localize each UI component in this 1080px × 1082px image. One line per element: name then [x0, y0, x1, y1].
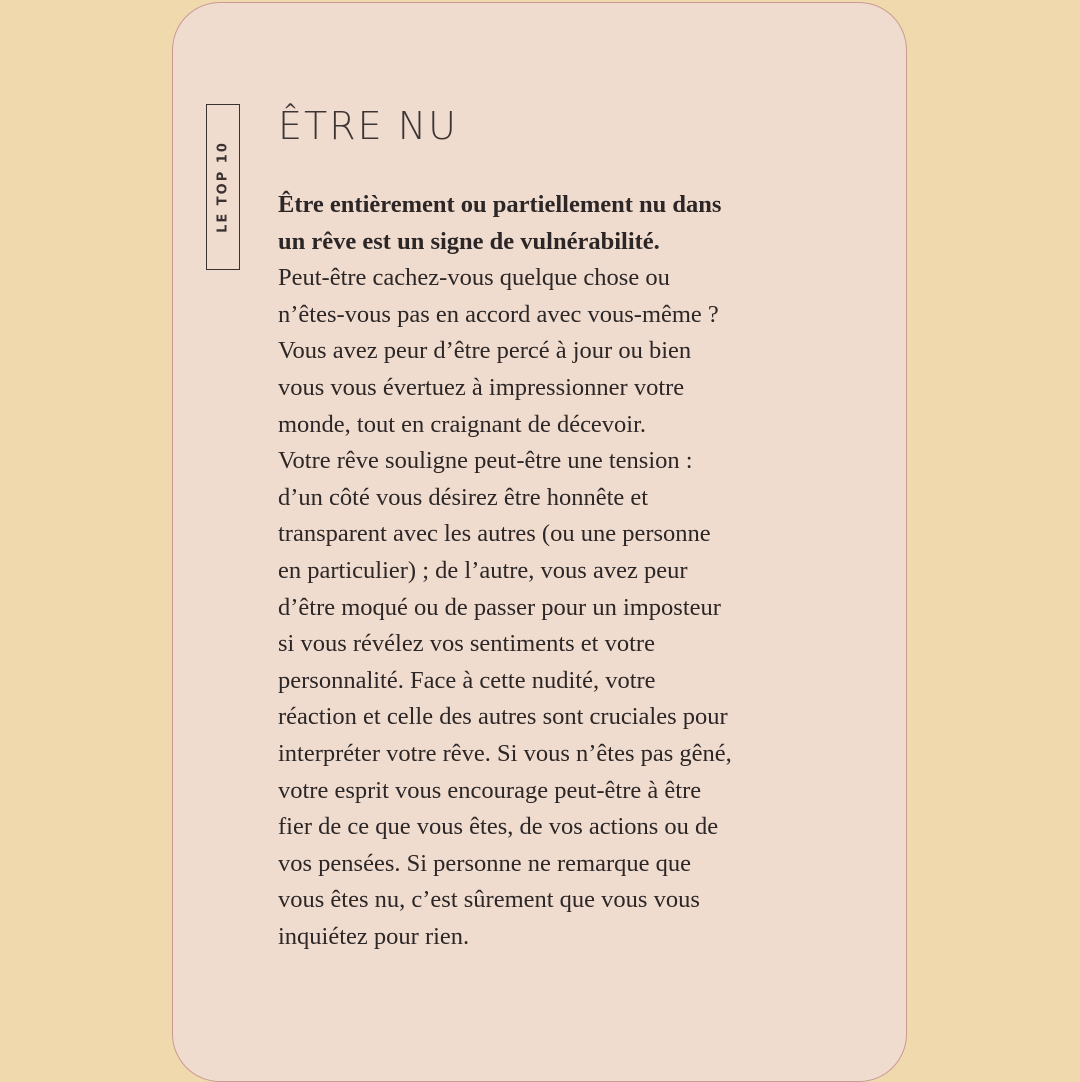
body-line: si vous révélez vos sentiments et votre [278, 630, 655, 658]
side-tab [206, 104, 240, 270]
card [172, 2, 907, 1082]
body-line: vous êtes nu, c’est sûrement que vous vous [278, 886, 700, 914]
body-line: Peut-être cachez-vous quelque chose ou [278, 264, 670, 292]
body-line: interpréter votre rêve. Si vous n’êtes pas gêné, [278, 739, 732, 767]
body-line: transparent avec les autres (ou une personne [278, 520, 711, 548]
body-line: fier de ce que vous êtes, de vos actions ou de [278, 813, 719, 841]
body-line: Vous avez peur d’être percé à jour ou bien [278, 337, 692, 365]
lead-line: Être entièrement ou partiellement nu dans [278, 191, 722, 218]
body-line: Votre rêve souligne peut-être une tension : [278, 447, 693, 475]
body-line: votre esprit vous encourage peut-être à être [278, 776, 702, 804]
body-line: inquiétez pour rien. [278, 922, 470, 950]
body-line: vos pensées. Si personne ne remarque que [278, 849, 691, 877]
card-title: ÊTRE NU [278, 104, 458, 148]
body-line: vous vous évertuez à impressionner votre [278, 373, 685, 401]
side-tab-label: LE TOP 10 [215, 141, 231, 233]
body-line: personnalité. Face à cette nudité, votre [278, 666, 656, 694]
body-line: réaction et celle des autres sont cruciales pour [278, 703, 728, 731]
body-line: d’un côté vous désirez être honnête et [278, 483, 649, 511]
body-line: n’êtes-vous pas en accord avec vous-même ? [278, 300, 719, 328]
body-line: monde, tout en craignant de décevoir. [278, 410, 647, 438]
body-line: en particulier) ; de l’autre, vous avez peur [278, 556, 688, 584]
card-body [278, 187, 823, 955]
lead-line: un rêve est un signe de vulnérabilité. [278, 227, 660, 255]
body-line: d’être moqué ou de passer pour un imposteur [278, 593, 721, 621]
